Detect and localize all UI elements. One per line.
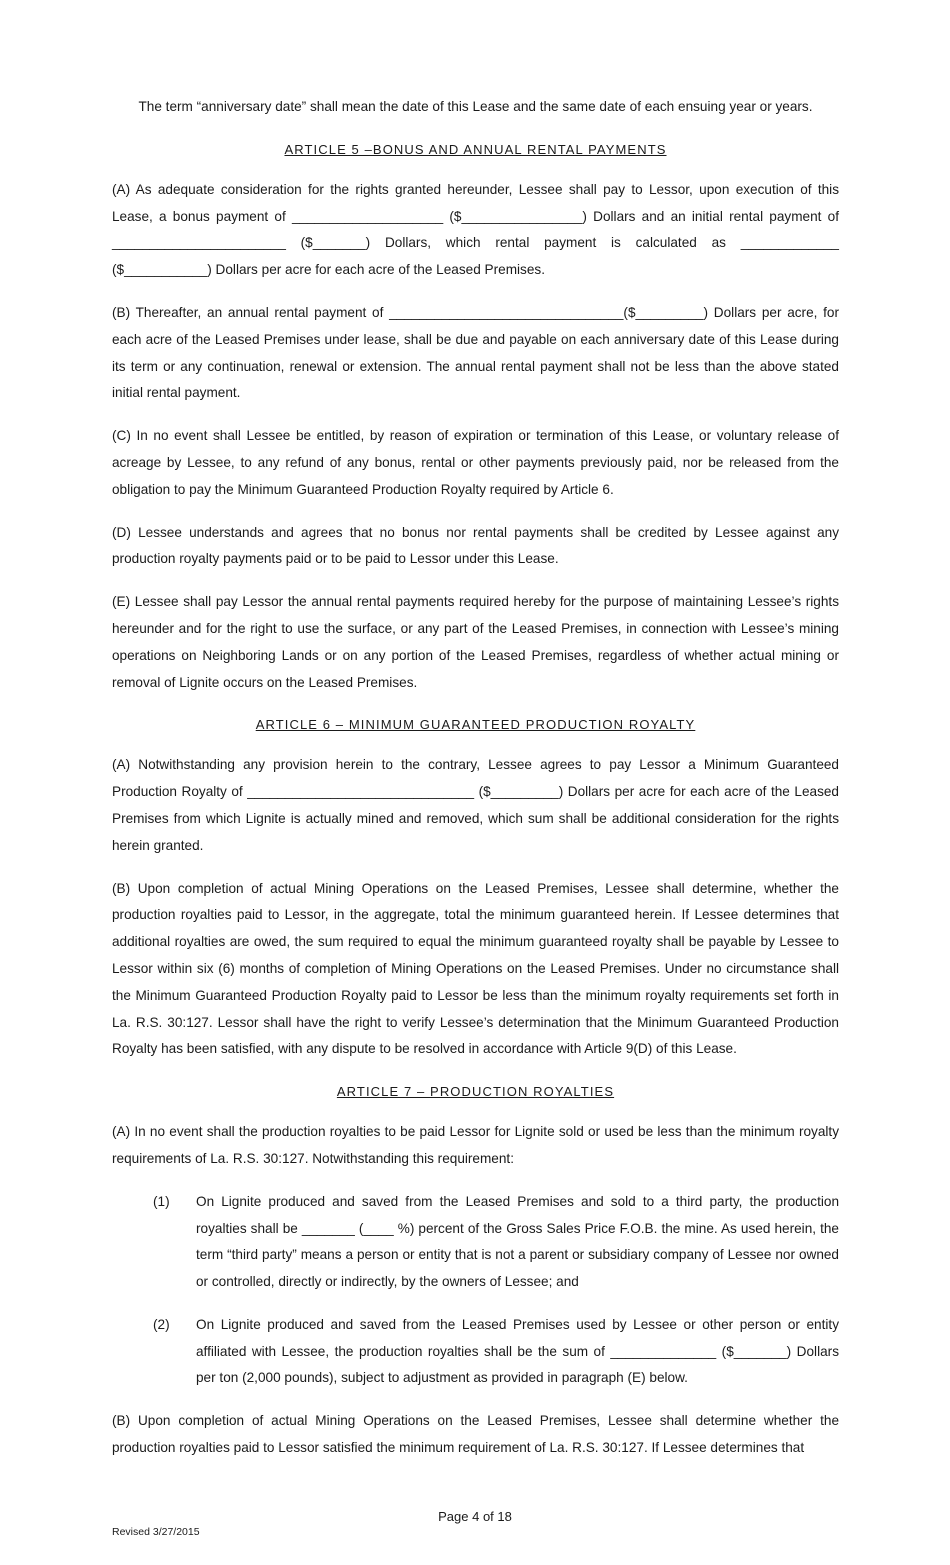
list-item-text: On Lignite produced and saved from the Leased Premises and sold to a third party, the production royalties shall be _______ (____ %) percent of the Gross Sales Price F.O.B. the mine. As used herein, the term “third party” means a person or entity that is not a parent or subsidiary company of Lessee nor owned or controlled, directly or indirectly, by the owners of Lessee; and [196,1193,839,1290]
article-7-heading: ARTICLE 7 – PRODUCTION ROYALTIES [336,1084,615,1100]
article-6-paragraph-b: (B) Upon completion of actual Mining Operations on the Leased Premises, Lessee shall determine, whether the production royalties paid to Lessor, in the aggregate, total the minimum guaranteed herein. If Lessee determines that additional royalties are owed, the sum required to equal the minimum guaranteed royalty shall be payable by Lessee to Lessor within six (6) months of completion of Mining Operations on the Leased Premises. Under no circumstance shall the Minimum Guaranteed Production Royalty paid to Lessor be less than the minimum royalty requirements set forth in La. R.S. 30:127. Lessor shall have the right to verify Lessee’s determination that the Minimum Guaranteed Production Royalty has been satisfied, with any dispute to be resolved in accordance with Article 9(D) of this Lease. [112,880,839,1057]
anniversary-date-definition: The term “anniversary date” shall mean the date of this Lease and the same date of each ensuing year or years. [138,99,813,114]
article-5-paragraph-a: (A) As adequate consideration for the rights granted hereunder, Lessee shall pay to Lessor, upon execution of this Lease, a bonus payment of ____________________ ($________________) Dollars and an initial rental payment of _______________________ ($_______) Dollars, which rental payment is calculated as _____________ ($___________) Dollars per acre for each acre of the Leased Premises. [112,181,839,278]
list-item [153,1189,839,1296]
page-number: Page 4 of 18 [438,1509,512,1524]
document-page [112,94,839,1462]
article-5-heading: ARTICLE 5 –BONUS AND ANNUAL RENTAL PAYMENTS [284,141,667,157]
article-7-paragraph-b: (B) Upon completion of actual Mining Operations on the Leased Premises, Lessee shall determine whether the production royalties paid to Lessor satisfied the minimum requirement of La. R.S. 30:127. If Lessee determines that [112,1413,839,1456]
list-item-number: (1) [153,1193,170,1209]
article-5-paragraph-d: (D) Lessee understands and agrees that no bonus nor rental payments shall be credited by Lessee against any production royalty payments paid or to be paid to Lessor under this Lease. [112,524,839,567]
list-item-number: (2) [153,1316,170,1332]
revision-date: Revised 3/27/2015 [112,1526,200,1538]
article-5-paragraph-e: (E) Lessee shall pay Lessor the annual rental payments required hereby for the purpose of maintaining Lessee’s rights hereunder and for the right to use the surface, or any part of the Leased Premises, in connection with Lessee’s mining operations on Neighboring Lands or on any portion of the Leased Premises, regardless of whether actual mining or removal of Lignite occurs on the Leased Premises. [112,594,839,690]
list-item [153,1312,839,1392]
article-7-paragraph-a: (A) In no event shall the production royalties to be paid Lessor for Lignite sold or used be less than the minimum royalty requirements of La. R.S. 30:127. Notwithstanding this requirement: [112,1124,839,1166]
article-5-paragraph-c: (C) In no event shall Lessee be entitled, by reason of expiration or termination of this Lease, or voluntary release of acreage by Lessee, to any refund of any bonus, rental or other payments previously paid, nor be released from the obligation to pay the Minimum Guaranteed Production Royalty required by Article 6. [112,428,839,497]
article-5-paragraph-b: (B) Thereafter, an annual rental payment of _______________________________($_________) Dollars per acre, for each acre of the Leased Premises under lease, shall be due and payable on each anniversary date of this Lease during its term or any continuation, renewal or extension. The annual rental payment shall not be less than the above stated initial rental payment. [112,304,839,401]
article-6-heading: ARTICLE 6 – MINIMUM GUARANTEED PRODUCTION ROYALTY [255,717,696,733]
article-6-paragraph-a: (A) Notwithstanding any provision herein to the contrary, Lessee agrees to pay Lessor a Minimum Guaranteed Production Royalty of ______________________________ ($_________) Dollars per acre for each acre of the Leased Premises from which Lignite is actually mined and removed, which sum shall be additional consideration for the rights herein granted. [112,757,839,853]
list-item-text: On Lignite produced and saved from the Leased Premises used by Lessee or other person or entity affiliated with Lessee, the production royalties shall be the sum of ______________ ($_______) Dollars per ton (2,000 pounds), subject to adjustment as provided in paragraph (E) below. [196,1316,839,1386]
